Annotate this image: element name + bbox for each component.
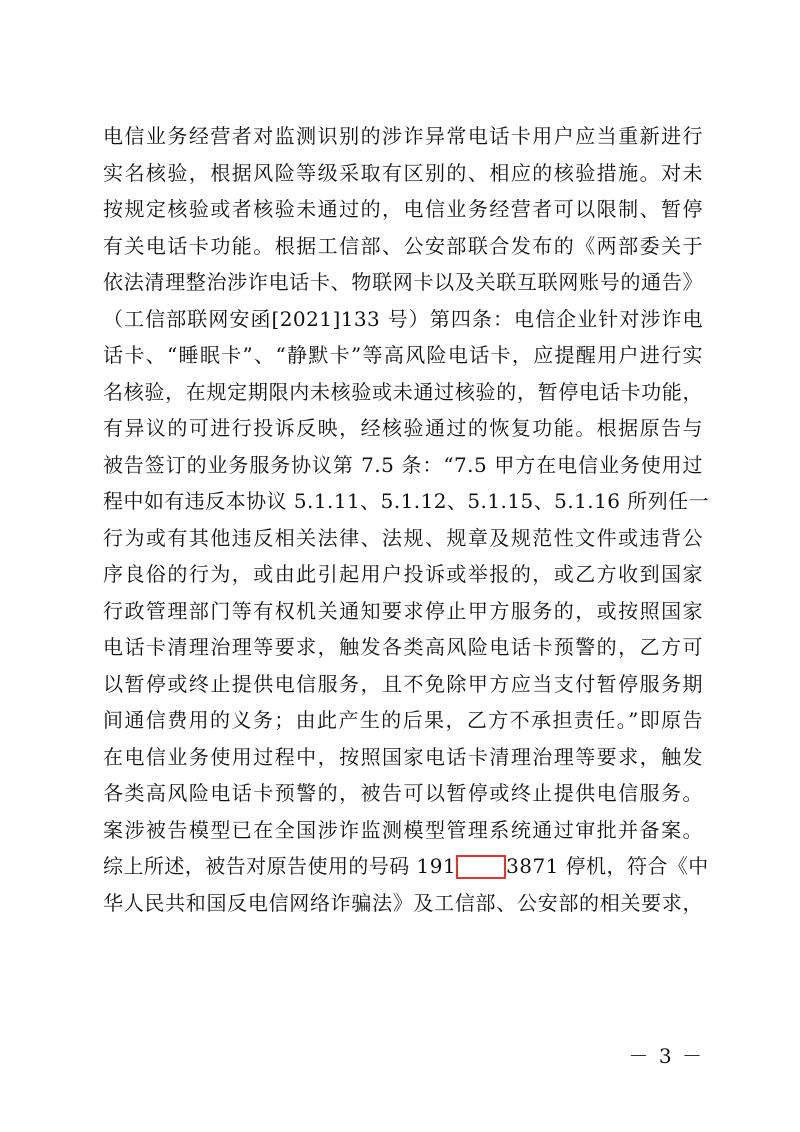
text-line: 华人民共和国反电信网络诈骗法》及工信部、公安部的相关要求， — [103, 890, 703, 915]
text-line: 被告签订的业务服务协议第 7.5 条：“7.5 甲方在电信业务使用过 — [103, 452, 703, 477]
text-line: 依法清理整治涉诈电话卡、物联网卡以及关联互联网账号的通告》 — [103, 270, 703, 294]
text-line: 有关电话卡功能。根据工信部、公安部联合发布的《两部委关于 — [103, 233, 703, 258]
text-line: 在电信业务使用过程中，按照国家电话卡清理治理等要求，触发 — [103, 744, 703, 769]
text-line: 名核验，在规定期限内未核验或未通过核验的，暂停电话卡功能， — [103, 379, 703, 404]
text-line: 电话卡清理治理等要求，触发各类高风险电话卡预警的，乙方可 — [103, 635, 703, 659]
text-line: 有异议的可进行投诉反映，经核验通过的恢复功能。根据原告与 — [103, 416, 703, 440]
text-line: （工信部联网安函[2021]133 号）第四条：电信企业针对涉诈电 — [103, 306, 703, 331]
text-line: 案涉被告模型已在全国涉诈监测模型管理系统通过审批并备案。 — [103, 817, 703, 842]
text-after-redaction: 3871 停机，符合《中 — [506, 854, 709, 878]
text-line: 间通信费用的义务；由此产生的后果，乙方不承担责任。”即原告 — [103, 708, 703, 732]
redaction-box — [456, 855, 506, 879]
text-line: 以暂停或终止提供电信服务，且不免除甲方应当支付暂停服务期 — [103, 671, 703, 696]
text-line: 序良俗的行为，或由此引起用户投诉或举报的，或乙方收到国家 — [103, 562, 703, 586]
text-line: 按规定核验或者核验未通过的，电信业务经营者可以限制、暂停 — [103, 197, 703, 221]
text-line: 行政管理部门等有权机关通知要求停止甲方服务的，或按照国家 — [103, 598, 703, 623]
text-line: 电信业务经营者对监测识别的涉诈异常电话卡用户应当重新进行 — [103, 124, 703, 148]
text-line: 行为或有其他违反相关法律、法规、规章及规范性文件或违背公 — [103, 525, 703, 550]
text-line: 程中如有违反本协议 5.1.11、5.1.12、5.1.15、5.1.16 所列任一 — [103, 489, 710, 513]
page-number: － 3 － — [628, 1044, 704, 1068]
text-line-redacted — [103, 848, 709, 885]
text-line: 话卡、“睡眠卡”、“静默卡”等高风险电话卡，应提醒用户进行实 — [103, 343, 703, 367]
text-line: 各类高风险电话卡预警的，被告可以暂停或终止提供电信服务。 — [103, 781, 703, 805]
text-line: 实名核验，根据风险等级采取有区别的、相应的核验措施。对未 — [103, 160, 703, 185]
document-body — [103, 118, 710, 921]
text-before-redaction: 综上所述，被告对原告使用的号码 191 — [103, 854, 457, 878]
